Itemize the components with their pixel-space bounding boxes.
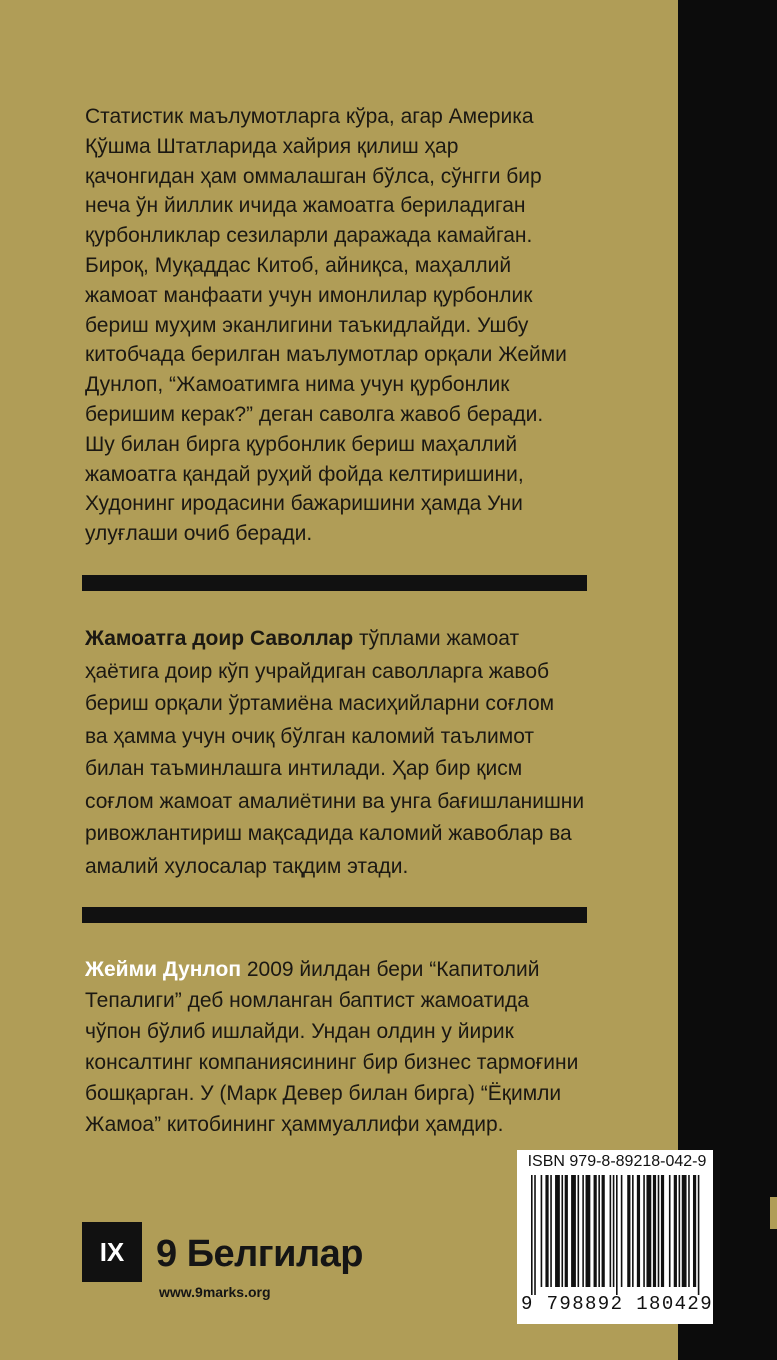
barcode-bar [679, 1175, 681, 1287]
barcode-bar [627, 1175, 630, 1287]
series-line: ривожлантириш мақсадида каломий жавоблар ва [85, 822, 572, 845]
series-line: тўплами жамоат [353, 627, 520, 650]
intro-paragraph [85, 102, 605, 549]
publisher-url: www.9marks.org [159, 1284, 271, 1300]
barcode-bar [550, 1175, 552, 1287]
author-line: Жамоа” китобининг ҳаммуаллифи ҳамдир. [85, 1113, 504, 1136]
intro-line: Шу билан бирга қурбонлик бериш маҳаллий [85, 432, 518, 456]
series-line: бериш орқали ўртамиёна масиҳийларни соғлом [85, 692, 555, 715]
barcode-bar [541, 1175, 543, 1287]
barcode-bar [698, 1175, 700, 1295]
intro-line: Дунлоп, “Жамоатимга нима учун қурбонлик [85, 373, 510, 397]
barcode-bar [565, 1175, 568, 1287]
section-divider [82, 575, 587, 591]
section-divider [82, 907, 587, 923]
barcode-bar [555, 1175, 560, 1287]
barcode-bars [531, 1175, 701, 1295]
barcode-bar [531, 1175, 533, 1295]
author-line: 2009 йилдан бери “Капитолий [241, 958, 540, 981]
intro-line: Худонинг иродасини бажаришини ҳамда Уни [85, 492, 523, 516]
barcode-bar [693, 1175, 696, 1287]
series-title: Жамоатга доир Саволлар [85, 627, 354, 650]
intro-line: қачонгидан ҳам оммалашган бўлса, сўнгги бир [85, 164, 542, 188]
barcode-bar [616, 1175, 618, 1295]
series-line: ва ҳамма учун очиқ бўлган каломий таълимот [85, 724, 535, 748]
intro-line: Бироқ, Муқаддас Китоб, айниқса, маҳаллий [85, 253, 512, 277]
barcode-bar [613, 1175, 615, 1287]
barcode-bar [534, 1175, 536, 1295]
publisher-name: 9 Белгилар [156, 1233, 363, 1275]
barcode-bar [610, 1175, 612, 1287]
intro-line: беришим керак?” деган саволга жавоб беради. [85, 402, 544, 426]
author-line: Тепалиги” деб номланган баптист жамоатида [85, 989, 529, 1012]
series-line: соғлом жамоат амалиётини ва унга бағишланишни [85, 789, 585, 813]
barcode-bar [643, 1175, 645, 1287]
barcode-bar [661, 1175, 664, 1287]
author-line: бошқарган. У (Марк Девер билан бирга) “Ёқимли [85, 1082, 562, 1105]
barcode-bar [682, 1175, 687, 1287]
barcode-bar [653, 1175, 656, 1287]
barcode-bar [582, 1175, 584, 1287]
barcode-bar [632, 1175, 634, 1287]
barcode-bar [646, 1175, 651, 1287]
barcode-bar [571, 1175, 576, 1287]
author-name: Жейми Дунлоп [85, 958, 242, 981]
intro-line: неча ўн йиллик ичида жамоатга бериладиган [85, 194, 526, 218]
series-line: билан таъминлашга интилади. Ҳар бир қисм [85, 757, 523, 780]
barcode-bar [674, 1175, 677, 1287]
barcode-bar [669, 1175, 671, 1287]
barcode-bar [561, 1175, 563, 1287]
author-line: консалтинг компаниясининг бир бизнес тармоғини [85, 1051, 579, 1074]
barcode-bar [621, 1175, 623, 1287]
barcode-bar [658, 1175, 660, 1287]
barcode-bar [688, 1175, 690, 1287]
intro-line: Қўшма Штатларида хайрия қилиш ҳар [85, 134, 459, 158]
publisher-logo-mark: IX [82, 1222, 142, 1282]
barcode-bar [602, 1175, 605, 1287]
barcode-bar [637, 1175, 640, 1287]
author-paragraph [85, 954, 605, 1140]
series-line: амалий хулосалар тақдим этади. [85, 854, 409, 878]
intro-line: улуғлаши очиб беради. [85, 522, 313, 546]
spine-edge-mark [770, 1197, 777, 1229]
barcode-bar [594, 1175, 597, 1287]
barcode-graphic [531, 1175, 701, 1295]
isbn-barcode [517, 1150, 713, 1324]
barcode-digits: 9 798892 180429 [521, 1293, 714, 1315]
intro-line: Статистик маълумотларга кўра, агар Америка [85, 105, 534, 128]
barcode-bar [545, 1175, 548, 1287]
author-line: чўпон бўлиб ишлайди. Ундан олдин у йирик [85, 1020, 514, 1043]
intro-line: китобчада берилган маълумотлар орқали Жейми [85, 343, 567, 367]
intro-line: жамоатга қандай руҳий фойда келтиришини, [85, 462, 524, 486]
barcode-bar [578, 1175, 580, 1287]
intro-line: бериш муҳим эканлигини таъкидлайди. Ушбу [85, 313, 529, 337]
barcode-bar [598, 1175, 600, 1287]
series-line: ҳаётига доир кўп учрайдиган саволларга жавоб [85, 659, 550, 683]
intro-line: жамоат манфаати учун имонлилар қурбонлик [85, 283, 533, 307]
series-paragraph [85, 623, 605, 883]
barcode-bar [586, 1175, 591, 1287]
intro-line: қурбонликлар сезиларли даражада камайган. [85, 224, 533, 248]
isbn-label: ISBN 979-8-89218-042-9 [527, 1153, 707, 1170]
